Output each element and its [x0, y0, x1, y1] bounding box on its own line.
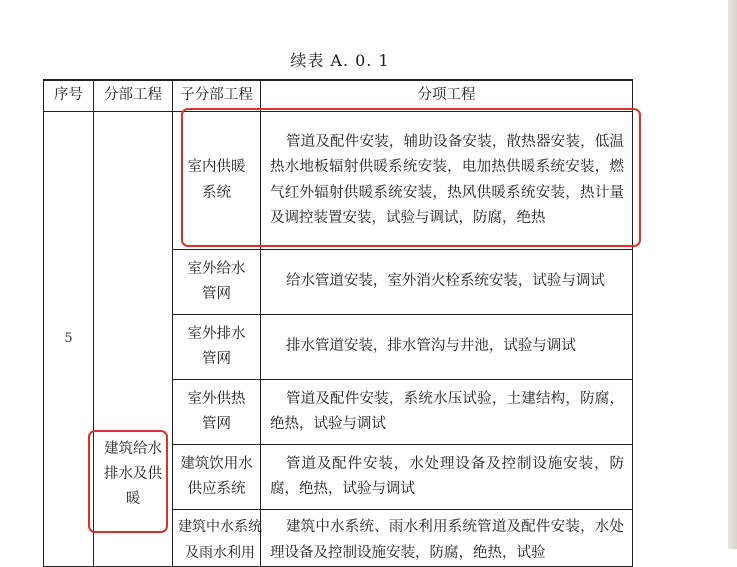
highlight-box-heating-row [181, 108, 641, 247]
table-caption: 续表 A. 0. 1 [290, 51, 390, 70]
header-subdivision: 子分部工程 [173, 80, 261, 112]
items-cell: 管道及配件安装，系统水压试验，土建结构，防腐，绝热，试验与调试 [261, 380, 633, 445]
table-header-row [44, 80, 633, 112]
header-items: 分项工程 [261, 80, 633, 112]
subdivision-name: 室内供暖系统 [187, 159, 246, 201]
items-cell: 排水管道安装，排水管沟与井池，试验与调试 [261, 315, 633, 380]
subdivision-cell [173, 445, 261, 510]
items-cell: 给水管道安装，室外消火栓系统安装，试验与调试 [261, 250, 633, 315]
subdivision-name: 室外供热管网 [187, 390, 246, 432]
page-edge [728, 0, 737, 549]
subdivision-name: 室外排水管网 [187, 325, 246, 367]
items-cell: 管道及配件安装，水处理设备及控制设施安装，防腐，绝热，试验与调试 [261, 445, 633, 510]
subdivision-name: 室外给水管网 [187, 260, 246, 302]
subdivision-name: 建筑中水系统及雨水利用 [178, 519, 262, 561]
items-cell: 管道及配件安装，辅助设备安装，散热器安装，低温热水地板辐射供暖系统安装，电加热供暖系统安装，燃气红外辐射供暖系统安装，热风供暖系统安装，热计量及调控装置安装，试验与调试，防腐，绝热 [261, 112, 633, 250]
header-index: 序号 [44, 80, 94, 112]
subdivision-cell [173, 250, 261, 315]
division-name: 建筑给水排水及供暖 [104, 440, 162, 507]
row-number: 5 [44, 112, 94, 567]
subdivision-cell [173, 315, 261, 380]
subdivision-cell [173, 380, 261, 445]
highlight-box-division [88, 430, 168, 533]
subdivision-cell [173, 510, 261, 567]
header-division: 分部工程 [94, 80, 173, 112]
subdivision-name: 建筑饮用水供应系统 [180, 455, 253, 497]
items-cell: 建筑中水系统、雨水利用系统管道及配件安装，水处理设备及控制设施安装，防腐，绝热，试验 [261, 510, 633, 567]
